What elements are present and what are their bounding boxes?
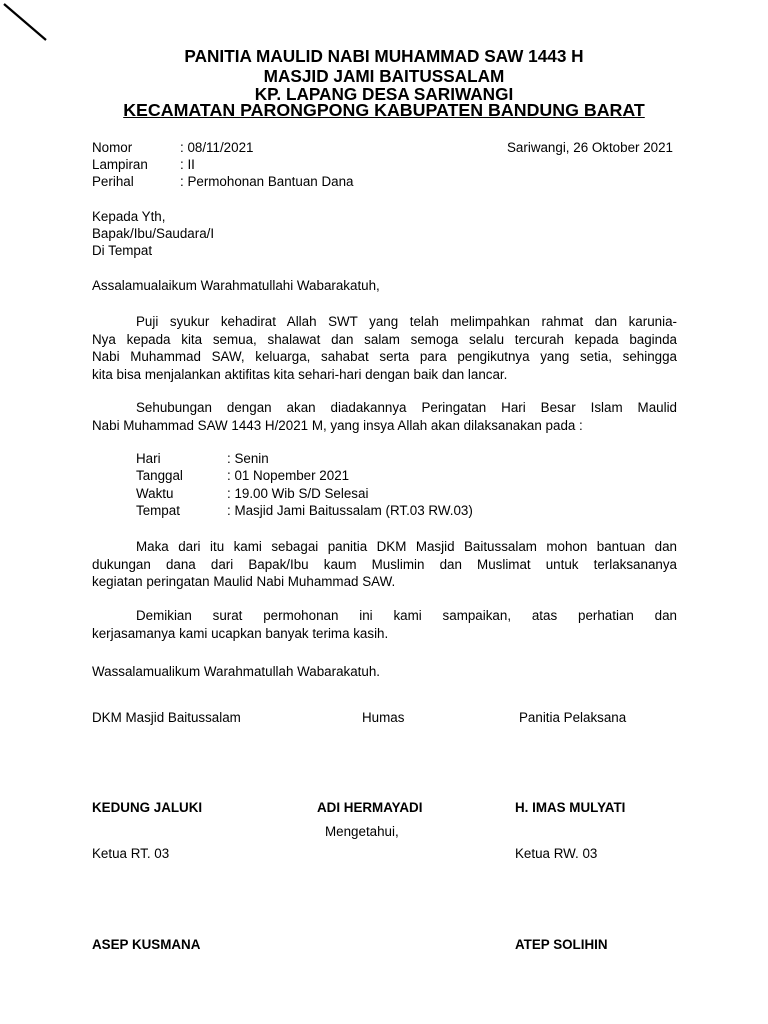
closing-salutation: Wassalamualikum Warahmatullah Wabarakatuh. (92, 664, 381, 679)
place-date: Sariwangi, 26 Oktober 2021 (507, 140, 673, 155)
signer-name-rw: ATEP SOLIHIN (515, 937, 608, 952)
paragraph-line: Nya kepada kita semua, shalawat dan salam semoga selalu tercurah kepada baginda (92, 331, 677, 347)
recipient-line-2: Bapak/Ibu/Saudara/I (92, 226, 215, 241)
paragraph-closing (92, 607, 677, 642)
detail-value-date: : 01 Nopember 2021 (227, 468, 350, 483)
detail-value-time: : 19.00 Wib S/D Selesai (227, 486, 369, 501)
perihal-label: Perihal (92, 174, 134, 189)
recipient-line-1: Kepada Yth, (92, 209, 166, 224)
nomor-value: : 08/11/2021 (180, 140, 254, 155)
paragraph-opening (92, 313, 677, 383)
detail-label-place: Tempat (136, 503, 180, 518)
lampiran-value: : II (180, 157, 195, 172)
signer-role-humas: Humas (362, 710, 405, 725)
paragraph-line: Nabi Muhammad SAW, keluarga, sahabat serta para pengikutnya yang setia, sehingga (92, 349, 677, 364)
recipient-line-3: Di Tempat (92, 243, 153, 258)
paragraph-line: kita bisa menjalankan aktifitas kita sehari-hari dengan baik dan lancar. (92, 366, 508, 382)
perihal-value: : Permohonan Bantuan Dana (180, 174, 354, 189)
signer-role-rt: Ketua RT. 03 (92, 846, 170, 861)
paragraph-line: Maka dari itu kami sebagai panitia DKM Masjid Baitussalam mohon bantuan dan (136, 539, 677, 554)
detail-label-date: Tanggal (136, 468, 183, 483)
acknowledgement-label: Mengetahui, (325, 824, 399, 839)
paragraph-line: Nabi Muhammad SAW 1443 H/2021 M, yang insya Allah akan dilaksanakan pada : (92, 417, 583, 433)
nomor-label: Nomor (92, 140, 133, 155)
signer-role-panitia: Panitia Pelaksana (519, 710, 627, 725)
signer-role-rw: Ketua RW. 03 (515, 846, 598, 861)
paragraph-line: kegiatan peringatan Maulid Nabi Muhammad SAW. (92, 574, 396, 589)
corner-fold-mark (0, 0, 60, 50)
letterhead-district: KECAMATAN PARONGPONG KABUPATEN BANDUNG BARAT (123, 100, 645, 120)
detail-value-place: : Masjid Jami Baitussalam (RT.03 RW.03) (227, 503, 473, 518)
paragraph-request (92, 538, 677, 591)
letterhead-mosque: MASJID JAMI BAITUSSALAM (263, 66, 505, 86)
greeting: Assalamualaikum Warahmatullahi Wabarakatuh, (92, 278, 380, 293)
paragraph-line: Puji syukur kehadirat Allah SWT yang telah melimpahkan rahmat dan karunia- (136, 314, 677, 329)
letterhead-village: KP. LAPANG DESA SARIWANGI (254, 84, 514, 104)
signer-name-humas: ADI HERMAYADI (317, 800, 423, 815)
signer-name-panitia: H. IMAS MULYATI (515, 800, 626, 815)
paragraph-line: Demikian surat permohonan ini kami sampaikan, atas perhatian dan (136, 608, 677, 623)
paragraph-line: dukungan dana dari Bapak/Ibu kaum Muslimin dan Muslimat untuk terlaksananya (92, 556, 677, 572)
signer-role-dkm: DKM Masjid Baitussalam (92, 710, 241, 725)
detail-value-day: : Senin (227, 451, 269, 466)
signer-name-dkm: KEDUNG JALUKI (92, 800, 203, 815)
signer-name-rt: ASEP KUSMANA (92, 937, 201, 952)
lampiran-label: Lampiran (92, 157, 148, 172)
paragraph-line: kerjasamanya kami ucapkan banyak terima kasih. (92, 625, 389, 641)
detail-label-time: Waktu (136, 486, 174, 501)
letterhead-committee: PANITIA MAULID NABI MUHAMMAD SAW 1443 H (184, 46, 584, 66)
paragraph-line: Sehubungan dengan akan diadakannya Peringatan Hari Besar Islam Maulid (136, 400, 677, 415)
paragraph-event-intro (92, 399, 677, 434)
detail-label-day: Hari (136, 451, 161, 466)
